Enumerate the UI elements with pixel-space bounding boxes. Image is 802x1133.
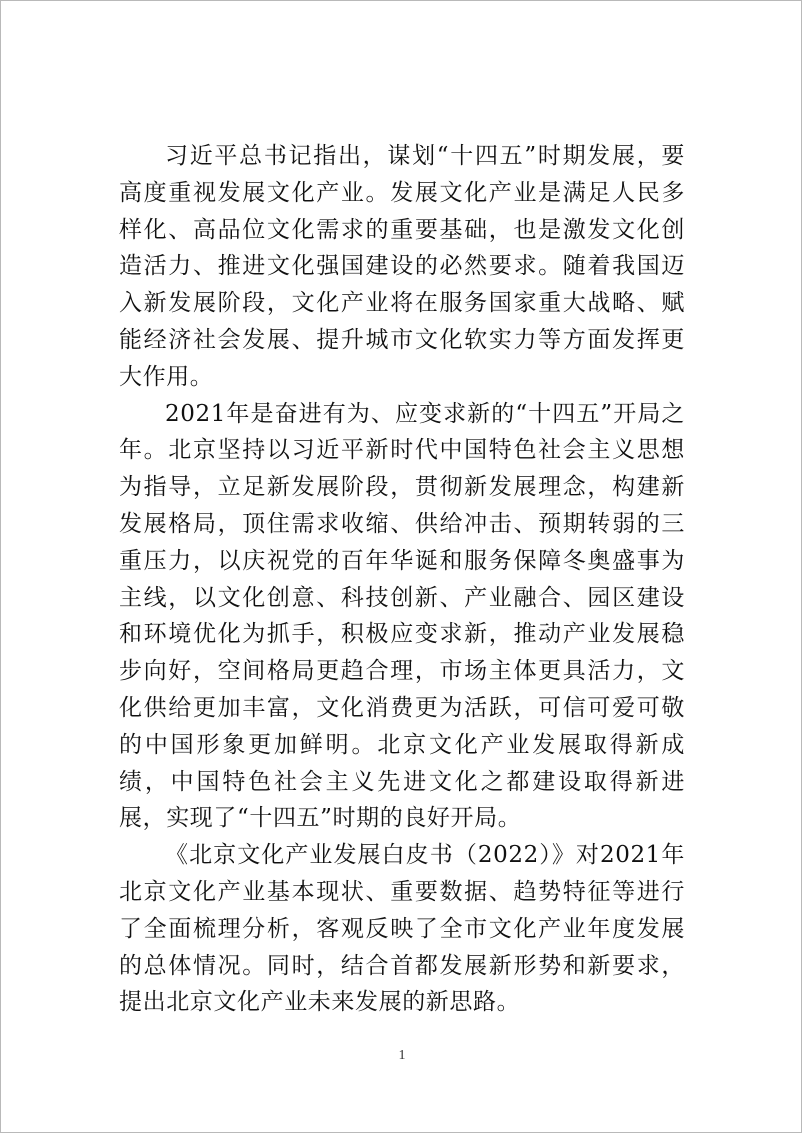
page-number: 1	[398, 1048, 406, 1063]
paragraph-2: 2021年是奋进有为、应变求新的“十四五”开局之年。北京坚持以习近平新时代中国特色社会主义思想为指导，立足新发展阶段，贯彻新发展理念，构建新发展格局，顶住需求收缩、供给冲击、预期转弱的三重压力，以庆祝党的百年华诞和服务保障冬奥盛事为主线，以文化创意、科技创新、产业融合、园区建设和环境优化为抓手，积极应变求新，推动产业发展稳步向好，空间格局更趋合理，市场主体更具活力，文化供给更加丰富，文化消费更为活跃，可信可爱可敬的中国形象更加鲜明。北京文化产业发展取得新成绩，中国特色社会主义先进文化之都建设取得新进展，实现了“十四五”时期的良好开局。	[119, 400, 685, 832]
paragraph-3: 《北京文化产业发展白皮书（2022）》对2021年北京文化产业基本现状、重要数据、趋势特征等进行了全面梳理分析，客观反映了全市文化产业年度发展的总体情况。同时，结合首都发展新形势和新要求，提出北京文化产业未来发展的新思路。	[119, 842, 685, 1016]
paragraph-1: 习近平总书记指出，谋划“十四五”时期发展，要高度重视发展文化产业。发展文化产业是满足人民多样化、高品位文化需求的重要基础，也是激发文化创造活力、推进文化强国建设的必然要求。随着我国迈入新发展阶段，文化产业将在服务国家重大战略、赋能经济社会发展、提升城市文化软实力等方面发挥更大作用。	[119, 143, 685, 390]
body-text	[119, 138, 685, 1021]
